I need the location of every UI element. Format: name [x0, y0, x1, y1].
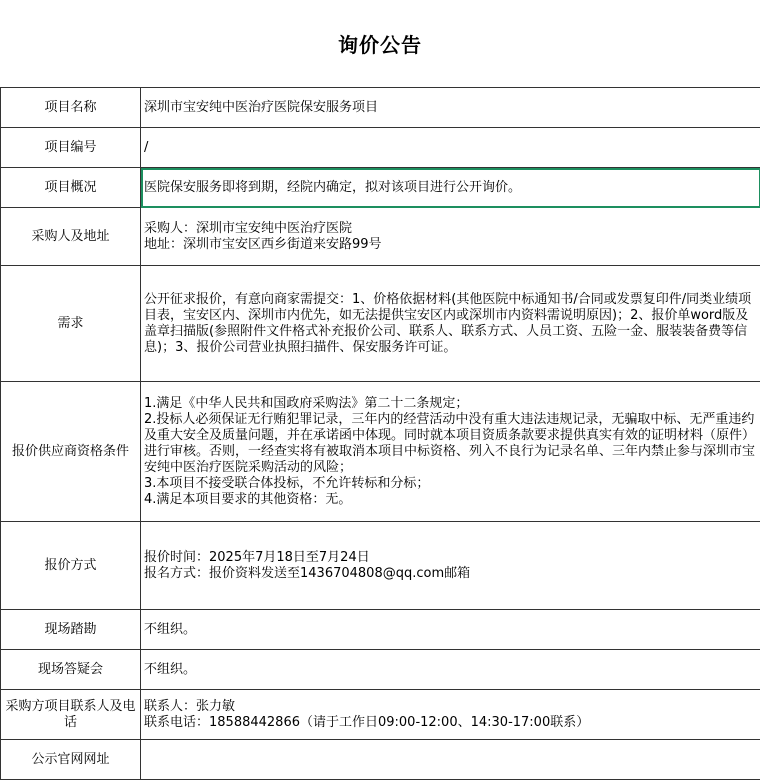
table-row-project-overview: [1, 168, 760, 208]
page-title: 询价公告: [338, 29, 422, 58]
title-row: [0, 0, 760, 87]
label-project-overview: 项目概况: [1, 168, 141, 208]
requirements-text: 公开征求报价，有意向商家需提交：1、价格依据材料(其他医院中标通知书/合同或发票复印件/同类业绩项目表，宝安区内、深圳市内优先，如无法提供宝安区内或深圳市内资料需说明原因)；2、报价单word版及盖章扫描版(参照附件文件格式补充报价公司、联系人、联系方式、人员工资、五险一金、服装装备费等信息)；3、报价公司营业执照扫描件、保安服务许可证。: [144, 292, 757, 356]
value-requirements: [141, 266, 760, 382]
qualification-item-3: 3.本项目不接受联合体投标，不允许转标和分标；: [144, 476, 757, 492]
label-purchaser: 采购人及地址: [1, 208, 141, 266]
value-project-number: [141, 128, 760, 168]
value-site-survey: [141, 610, 760, 650]
label-contact: 采购方项目联系人及电话: [1, 690, 141, 740]
value-contact: [141, 690, 760, 740]
quote-time-text: 报价时间：2025年7月18日至7月24日: [144, 550, 757, 566]
project-name-text: 深圳市宝安纯中医治疗医院保安服务项目: [144, 100, 757, 116]
table-row-requirements: [1, 266, 760, 382]
table-row-project-name: [1, 88, 760, 128]
notice-table: [0, 87, 760, 780]
label-qa-meeting: 现场答疑会: [1, 650, 141, 690]
label-requirements: 需求: [1, 266, 141, 382]
value-quote-method: [141, 522, 760, 610]
qualification-item-1: 1.满足《中华人民共和国政府采购法》第二十二条规定；: [144, 396, 757, 412]
purchaser-name-text: 采购人：深圳市宝安纯中医治疗医院: [144, 221, 757, 237]
qa-meeting-text: 不组织。: [144, 662, 757, 678]
table-row-qualifications: [1, 382, 760, 522]
project-overview-text: 医院保安服务即将到期，经院内确定，拟对该项目进行公开询价。: [144, 180, 757, 196]
contact-person-text: 联系人：张力敏: [144, 699, 757, 715]
label-project-name: 项目名称: [1, 88, 141, 128]
value-project-name: [141, 88, 760, 128]
label-qualifications: 报价供应商资格条件: [1, 382, 141, 522]
label-website: 公示官网网址: [1, 740, 141, 780]
qualification-item-2: 2.投标人必须保证无行贿犯罪记录，三年内的经营活动中没有重大违法违规记录，无骗取中标、无严重违约及重大安全及质量问题，并在承诺函中体现。同时就本项目资质条款要求提供真实有效的证明材料（原件）进行审核。否则，一经查实将有被取消本项目中标资格、列入不良行为记录名单、三年内禁止参与深圳市宝安纯中医治疗医院采购活动的风险；: [144, 412, 757, 476]
table-row-project-number: [1, 128, 760, 168]
value-qa-meeting: [141, 650, 760, 690]
table-row-purchaser: [1, 208, 760, 266]
project-number-text: /: [144, 140, 757, 156]
label-project-number: 项目编号: [1, 128, 141, 168]
table-row-contact: [1, 690, 760, 740]
quote-email-text: 报名方式：报价资料发送至1436704808@qq.com邮箱: [144, 566, 757, 582]
purchaser-address-text: 地址：深圳市宝安区西乡街道来安路99号: [144, 237, 757, 253]
table-row-qa-meeting: [1, 650, 760, 690]
label-site-survey: 现场踏勘: [1, 610, 141, 650]
table-row-quote-method: [1, 522, 760, 610]
value-qualifications: [141, 382, 760, 522]
table-row-site-survey: [1, 610, 760, 650]
table-row-website: [1, 740, 760, 780]
site-survey-text: 不组织。: [144, 622, 757, 638]
qualification-item-4: 4.满足本项目要求的其他资格：无。: [144, 492, 757, 508]
value-website: [141, 740, 760, 780]
label-quote-method: 报价方式: [1, 522, 141, 610]
value-purchaser: [141, 208, 760, 266]
contact-phone-text: 联系电话：18588442866（请于工作日09:00-12:00、14:30-17:00联系）: [144, 715, 757, 731]
value-project-overview-selected-cell[interactable]: [141, 168, 760, 208]
